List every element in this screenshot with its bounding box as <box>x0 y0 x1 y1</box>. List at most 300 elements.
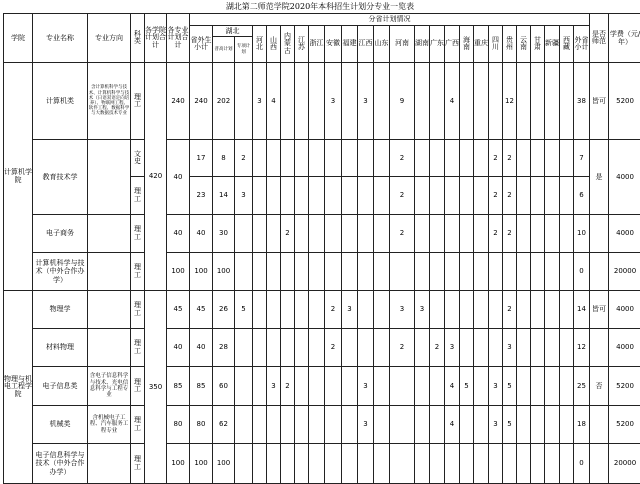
header-province: 福建 <box>342 26 358 63</box>
province-count <box>267 329 281 367</box>
major-total: 40 <box>167 215 190 253</box>
header-province: 湖南 <box>415 26 430 63</box>
header-province: 甘肃 <box>531 26 545 63</box>
province-count <box>430 140 445 177</box>
province-count <box>474 215 489 253</box>
province-count <box>531 406 545 444</box>
province-count <box>374 140 390 177</box>
province-count <box>325 140 342 177</box>
province-count <box>445 291 460 329</box>
province-count <box>430 215 445 253</box>
province-count <box>474 177 489 215</box>
province-count <box>295 291 309 329</box>
out-of-province-total: 100 <box>190 444 213 484</box>
province-count: 3 <box>358 63 374 140</box>
province-count <box>295 329 309 367</box>
major-total: 100 <box>167 444 190 484</box>
hubei-special-plan <box>235 329 253 367</box>
province-count <box>309 253 325 291</box>
province-count <box>531 177 545 215</box>
subject: 理工 <box>131 444 145 484</box>
province-count <box>390 367 415 406</box>
province-count <box>474 406 489 444</box>
major-total: 80 <box>167 406 190 444</box>
province-count <box>531 63 545 140</box>
is-normal-major <box>590 215 609 253</box>
province-count <box>267 406 281 444</box>
province-count: 3 <box>325 63 342 140</box>
province-count <box>281 406 295 444</box>
province-count <box>517 215 531 253</box>
province-count <box>374 329 390 367</box>
province-count <box>342 215 358 253</box>
subject: 理工 <box>131 253 145 291</box>
major-direction <box>88 444 131 484</box>
province-count <box>545 291 560 329</box>
province-count <box>267 444 281 484</box>
province-count <box>281 140 295 177</box>
header-direction: 专业方向 <box>88 14 131 63</box>
province-count <box>560 140 574 177</box>
province-count <box>358 215 374 253</box>
province-count <box>295 406 309 444</box>
hubei-special-plan <box>235 406 253 444</box>
header-tuition: 学费（元/年） <box>609 14 640 63</box>
table-row <box>4 14 640 26</box>
province-count <box>545 444 560 484</box>
province-count: 0 <box>574 253 590 291</box>
province-count <box>474 367 489 406</box>
province-count: 14 <box>574 291 590 329</box>
province-count <box>460 291 474 329</box>
hubei-special-plan: 5 <box>235 291 253 329</box>
major-total: 40 <box>167 329 190 367</box>
header-province: 广西 <box>445 26 460 63</box>
hubei-special-plan <box>235 63 253 140</box>
hubei-normal-plan: 100 <box>213 253 235 291</box>
province-count <box>267 253 281 291</box>
province-count <box>517 291 531 329</box>
province-count <box>545 215 560 253</box>
out-of-province-total: 100 <box>190 253 213 291</box>
province-count <box>545 140 560 177</box>
subject: 理工 <box>131 291 145 329</box>
province-count <box>531 329 545 367</box>
province-count: 7 <box>574 140 590 177</box>
province-count: 9 <box>390 63 415 140</box>
province-count <box>531 253 545 291</box>
province-count: 4 <box>267 63 281 140</box>
province-count <box>460 444 474 484</box>
hubei-special-plan: 3 <box>235 177 253 215</box>
hubei-special-plan <box>235 444 253 484</box>
province-count <box>342 367 358 406</box>
province-count <box>560 215 574 253</box>
province-count <box>374 63 390 140</box>
province-count: 3 <box>358 406 374 444</box>
college-total: 420 <box>145 63 167 291</box>
province-count <box>430 63 445 140</box>
province-count <box>415 444 430 484</box>
header-province: 山西 <box>267 26 281 63</box>
province-count <box>517 140 531 177</box>
tuition: 5200 <box>609 63 640 140</box>
is-normal-major <box>590 253 609 291</box>
header-province: 内蒙古 <box>281 26 295 63</box>
major-total: 45 <box>167 291 190 329</box>
college-name: 计算机学院 <box>4 63 33 291</box>
province-count <box>430 444 445 484</box>
province-count <box>560 63 574 140</box>
college-name: 物理与机电工程学院 <box>4 291 33 484</box>
province-count: 18 <box>574 406 590 444</box>
province-count <box>342 406 358 444</box>
province-count: 2 <box>390 140 415 177</box>
province-count: 2 <box>503 215 517 253</box>
table-row <box>4 367 640 406</box>
tuition: 20000 <box>609 444 640 484</box>
province-count <box>374 367 390 406</box>
province-count <box>309 444 325 484</box>
province-count: 12 <box>503 63 517 140</box>
subject: 理工 <box>131 406 145 444</box>
header-province: 四川 <box>489 26 503 63</box>
province-count <box>560 177 574 215</box>
major-direction <box>88 215 131 253</box>
table-row <box>4 291 640 329</box>
province-count: 2 <box>503 291 517 329</box>
document-title: 湖北第二师范学院2020年本科招生计划分专业一览表 <box>0 1 640 12</box>
province-count <box>560 444 574 484</box>
province-count <box>342 140 358 177</box>
province-count <box>253 444 267 484</box>
province-count <box>474 329 489 367</box>
header-hubei-special: 专项计划 <box>235 37 253 63</box>
major-name: 电子商务 <box>33 215 88 253</box>
tuition: 5200 <box>609 367 640 406</box>
header-province: 安徽 <box>325 26 342 63</box>
subject: 理工 <box>131 215 145 253</box>
province-count: 3 <box>445 329 460 367</box>
province-count: 2 <box>489 140 503 177</box>
province-count <box>267 215 281 253</box>
table-row <box>4 444 640 484</box>
province-count <box>342 253 358 291</box>
table-row <box>4 63 640 140</box>
province-count <box>474 63 489 140</box>
province-count <box>309 406 325 444</box>
province-count: 5 <box>503 406 517 444</box>
province-count <box>517 329 531 367</box>
province-count <box>415 406 430 444</box>
major-name: 机械类 <box>33 406 88 444</box>
province-count: 2 <box>325 291 342 329</box>
province-count <box>415 177 430 215</box>
province-count: 4 <box>445 367 460 406</box>
subject: 理工 <box>131 329 145 367</box>
header-province: 河南 <box>390 26 415 63</box>
out-of-province-total: 23 <box>190 177 213 215</box>
header-province: 河北 <box>253 26 267 63</box>
table-row <box>4 253 640 291</box>
province-count <box>460 215 474 253</box>
header-normal-major: 是否师范 <box>590 14 609 63</box>
province-count: 2 <box>390 215 415 253</box>
header-province: 云南 <box>517 26 531 63</box>
header-province-plan: 分省计划情况 <box>190 14 590 26</box>
province-count <box>281 63 295 140</box>
province-count <box>460 253 474 291</box>
is-normal-major <box>590 444 609 484</box>
province-count <box>560 329 574 367</box>
province-count <box>342 177 358 215</box>
province-count <box>430 253 445 291</box>
province-count: 2 <box>489 215 503 253</box>
province-count: 3 <box>489 406 503 444</box>
province-count <box>281 177 295 215</box>
province-count <box>460 63 474 140</box>
province-count <box>560 406 574 444</box>
province-count <box>445 215 460 253</box>
major-name: 计算机类 <box>33 63 88 140</box>
province-count: 2 <box>430 329 445 367</box>
province-count <box>560 291 574 329</box>
province-count <box>374 253 390 291</box>
province-count <box>517 177 531 215</box>
province-count: 3 <box>358 367 374 406</box>
province-count <box>545 63 560 140</box>
province-count <box>474 444 489 484</box>
province-count <box>253 367 267 406</box>
major-name: 计算机科学与技术（中外合作办学） <box>33 253 88 291</box>
province-count <box>545 329 560 367</box>
province-count: 3 <box>267 367 281 406</box>
hubei-normal-plan: 62 <box>213 406 235 444</box>
province-count <box>489 63 503 140</box>
is-normal-major: 否 <box>590 367 609 406</box>
header-province: 海南 <box>460 26 474 63</box>
hubei-normal-plan: 60 <box>213 367 235 406</box>
province-count: 2 <box>390 177 415 215</box>
province-count <box>545 406 560 444</box>
province-count <box>295 367 309 406</box>
province-count: 10 <box>574 215 590 253</box>
tuition: 4000 <box>609 329 640 367</box>
province-count <box>390 253 415 291</box>
province-count: 2 <box>325 329 342 367</box>
province-count <box>503 444 517 484</box>
is-normal-major <box>590 406 609 444</box>
province-count <box>517 253 531 291</box>
out-of-province-total: 240 <box>190 63 213 140</box>
province-count <box>374 291 390 329</box>
header-hubei: 湖北 <box>213 26 253 37</box>
tuition: 20000 <box>609 253 640 291</box>
province-count <box>295 140 309 177</box>
province-count <box>460 406 474 444</box>
major-name: 物理学 <box>33 291 88 329</box>
hubei-special-plan: 2 <box>235 140 253 177</box>
hubei-normal-plan: 202 <box>213 63 235 140</box>
province-count <box>545 367 560 406</box>
province-count <box>267 291 281 329</box>
province-count <box>281 444 295 484</box>
province-count <box>531 444 545 484</box>
province-count <box>342 63 358 140</box>
province-count <box>309 215 325 253</box>
province-count <box>474 291 489 329</box>
out-of-province-total: 17 <box>190 140 213 177</box>
subject: 理工 <box>131 177 145 215</box>
major-direction <box>88 291 131 329</box>
hubei-normal-plan: 100 <box>213 444 235 484</box>
out-of-province-total: 40 <box>190 215 213 253</box>
province-count <box>281 291 295 329</box>
province-count <box>560 253 574 291</box>
province-count <box>267 177 281 215</box>
province-count <box>295 177 309 215</box>
province-count <box>309 329 325 367</box>
province-count: 6 <box>574 177 590 215</box>
hubei-normal-plan: 8 <box>213 140 235 177</box>
header-province: 西藏 <box>560 26 574 63</box>
header-major-total: 各专业计划合计 <box>167 14 190 63</box>
major-name: 电子信息类 <box>33 367 88 406</box>
province-count <box>267 140 281 177</box>
major-name: 电子信息科学与技术（中外合作办学） <box>33 444 88 484</box>
province-count <box>460 140 474 177</box>
province-count <box>358 444 374 484</box>
header-major: 专业名称 <box>33 14 88 63</box>
province-count <box>474 253 489 291</box>
major-name: 材料物理 <box>33 329 88 367</box>
province-count <box>253 406 267 444</box>
hubei-normal-plan: 28 <box>213 329 235 367</box>
major-direction: 含电子信息科学与技术、光电信息科学与工程专业 <box>88 367 131 406</box>
province-count <box>253 329 267 367</box>
hubei-normal-plan: 26 <box>213 291 235 329</box>
province-count <box>390 406 415 444</box>
province-count <box>325 444 342 484</box>
province-count <box>445 253 460 291</box>
province-count <box>253 215 267 253</box>
province-count: 4 <box>445 406 460 444</box>
province-count <box>358 253 374 291</box>
province-count: 0 <box>574 444 590 484</box>
hubei-special-plan <box>235 253 253 291</box>
province-count: 25 <box>574 367 590 406</box>
major-direction <box>88 329 131 367</box>
header-out-of-province: 省外生小计 <box>190 26 213 63</box>
province-count <box>342 329 358 367</box>
province-count <box>545 177 560 215</box>
subject: 理工 <box>131 367 145 406</box>
province-count <box>415 63 430 140</box>
province-count <box>309 177 325 215</box>
is-normal-major: 皆可 <box>590 291 609 329</box>
province-count <box>474 140 489 177</box>
header-college: 学院 <box>4 14 33 63</box>
college-total: 350 <box>145 291 167 484</box>
province-count <box>374 406 390 444</box>
is-normal-major: 皆可 <box>590 63 609 140</box>
header-province: 山东 <box>374 26 390 63</box>
header-province: 贵州 <box>503 26 517 63</box>
major-direction: 含机械电子工程、汽车服务工程专业 <box>88 406 131 444</box>
province-count <box>517 406 531 444</box>
province-count <box>445 140 460 177</box>
province-count <box>390 444 415 484</box>
major-direction <box>88 253 131 291</box>
out-of-province-total: 40 <box>190 329 213 367</box>
province-count: 2 <box>503 177 517 215</box>
province-count <box>517 63 531 140</box>
province-count <box>531 367 545 406</box>
major-total: 240 <box>167 63 190 140</box>
table-row <box>4 140 640 177</box>
enrollment-plan-table <box>3 13 640 484</box>
province-count <box>415 215 430 253</box>
province-count <box>325 367 342 406</box>
tuition: 4000 <box>609 291 640 329</box>
province-count: 3 <box>415 291 430 329</box>
province-count <box>325 406 342 444</box>
province-count <box>374 444 390 484</box>
province-count <box>531 291 545 329</box>
province-count <box>430 367 445 406</box>
province-count <box>460 329 474 367</box>
province-count <box>295 215 309 253</box>
hubei-special-plan <box>235 367 253 406</box>
header-province: 江西 <box>358 26 374 63</box>
header-college-total: 各学院计划合计 <box>145 14 167 63</box>
province-count <box>445 444 460 484</box>
header-province: 江苏 <box>295 26 309 63</box>
province-count <box>253 253 267 291</box>
header-subject: 科类 <box>131 14 145 63</box>
province-count <box>358 140 374 177</box>
tuition: 4000 <box>609 140 640 215</box>
province-count <box>415 329 430 367</box>
province-count <box>325 215 342 253</box>
province-count <box>531 215 545 253</box>
province-count: 4 <box>445 63 460 140</box>
hubei-special-plan <box>235 215 253 253</box>
province-count <box>531 140 545 177</box>
out-of-province-total: 80 <box>190 406 213 444</box>
major-total: 85 <box>167 367 190 406</box>
major-direction <box>88 140 131 215</box>
table-row <box>4 215 640 253</box>
province-count: 3 <box>253 63 267 140</box>
province-count <box>517 367 531 406</box>
province-count: 3 <box>342 291 358 329</box>
province-count <box>445 177 460 215</box>
major-total: 40 <box>167 140 190 215</box>
province-count <box>253 140 267 177</box>
province-count <box>430 177 445 215</box>
province-count <box>342 444 358 484</box>
province-count <box>358 329 374 367</box>
province-count <box>430 406 445 444</box>
hubei-normal-plan: 14 <box>213 177 235 215</box>
province-count <box>545 253 560 291</box>
province-count <box>295 63 309 140</box>
province-count <box>295 253 309 291</box>
table-row <box>4 406 640 444</box>
header-province: 广东 <box>430 26 445 63</box>
province-count <box>325 253 342 291</box>
